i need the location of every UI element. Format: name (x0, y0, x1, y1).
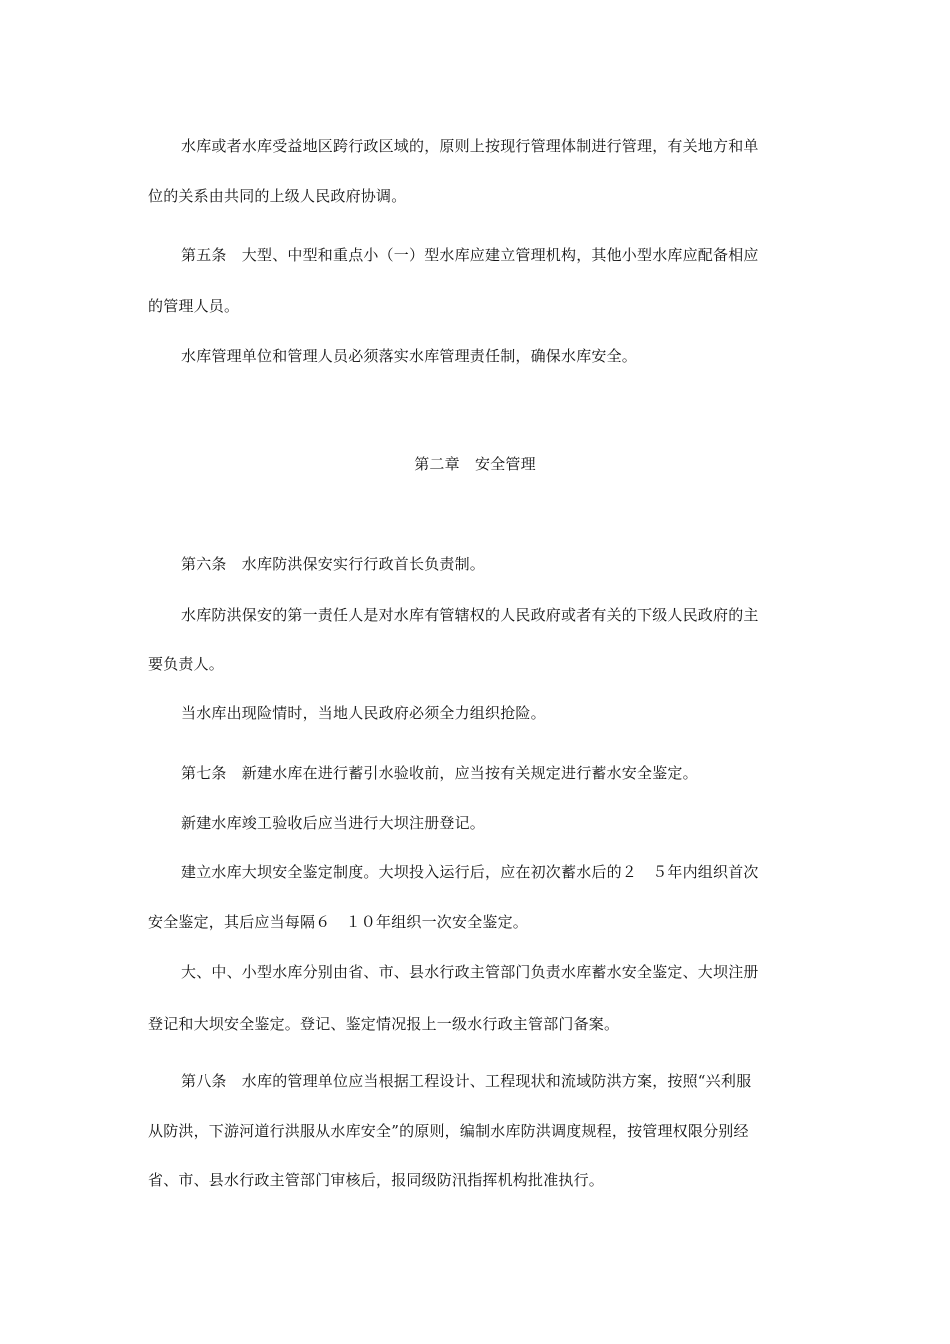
paragraph-line: 当水库出现险情时，当地人民政府必须全力组织抢险。 (181, 704, 546, 722)
paragraph-line: 要负责人。 (148, 655, 225, 673)
paragraph-line: 水库防洪保安的第一责任人是对水库有管辖权的人民政府或者有关的下级人民政府的主 (181, 606, 759, 624)
paragraph-line: 登记和大坝安全鉴定。登记、鉴定情况报上一级水行政主管部门备案。 (148, 1015, 620, 1033)
article-6-line: 第六条 水库防洪保安实行行政首长负责制。 (181, 555, 486, 573)
paragraph-line: 安全鉴定，其后应当每隔６ １０年组织一次安全鉴定。 (148, 913, 529, 931)
article-5-line: 第五条 大型、中型和重点小（一）型水库应建立管理机构，其他小型水库应配备相应 (181, 246, 759, 264)
paragraph-line: 建立水库大坝安全鉴定制度。大坝投入运行后，应在初次蓄水后的２ ５年内组织首次 (181, 863, 759, 881)
paragraph-line: 省、市、县水行政主管部门审核后，报同级防汛指挥机构批准执行。 (148, 1171, 605, 1189)
paragraph-line: 水库或者水库受益地区跨行政区域的，原则上按现行管理体制进行管理，有关地方和单 (181, 137, 759, 155)
paragraph-line: 的管理人员。 (148, 297, 240, 315)
paragraph-line: 大、中、小型水库分别由省、市、县水行政主管部门负责水库蓄水安全鉴定、大坝注册 (181, 963, 759, 981)
paragraph-line: 从防洪，下游河道行洪服从水库安全”的原则，编制水库防洪调度规程，按管理权限分别经 (148, 1122, 749, 1140)
paragraph-line: 水库管理单位和管理人员必须落实水库管理责任制，确保水库安全。 (181, 347, 638, 365)
paragraph-line: 新建水库竣工验收后应当进行大坝注册登记。 (181, 814, 486, 832)
chapter-heading: 第二章 安全管理 (414, 455, 536, 473)
article-7-line: 第七条 新建水库在进行蓄引水验收前，应当按有关规定进行蓄水安全鉴定。 (181, 764, 698, 782)
article-8-line: 第八条 水库的管理单位应当根据工程设计、工程现状和流域防洪方案，按照“兴利服 (181, 1072, 752, 1090)
paragraph-line: 位的关系由共同的上级人民政府协调。 (148, 187, 407, 205)
